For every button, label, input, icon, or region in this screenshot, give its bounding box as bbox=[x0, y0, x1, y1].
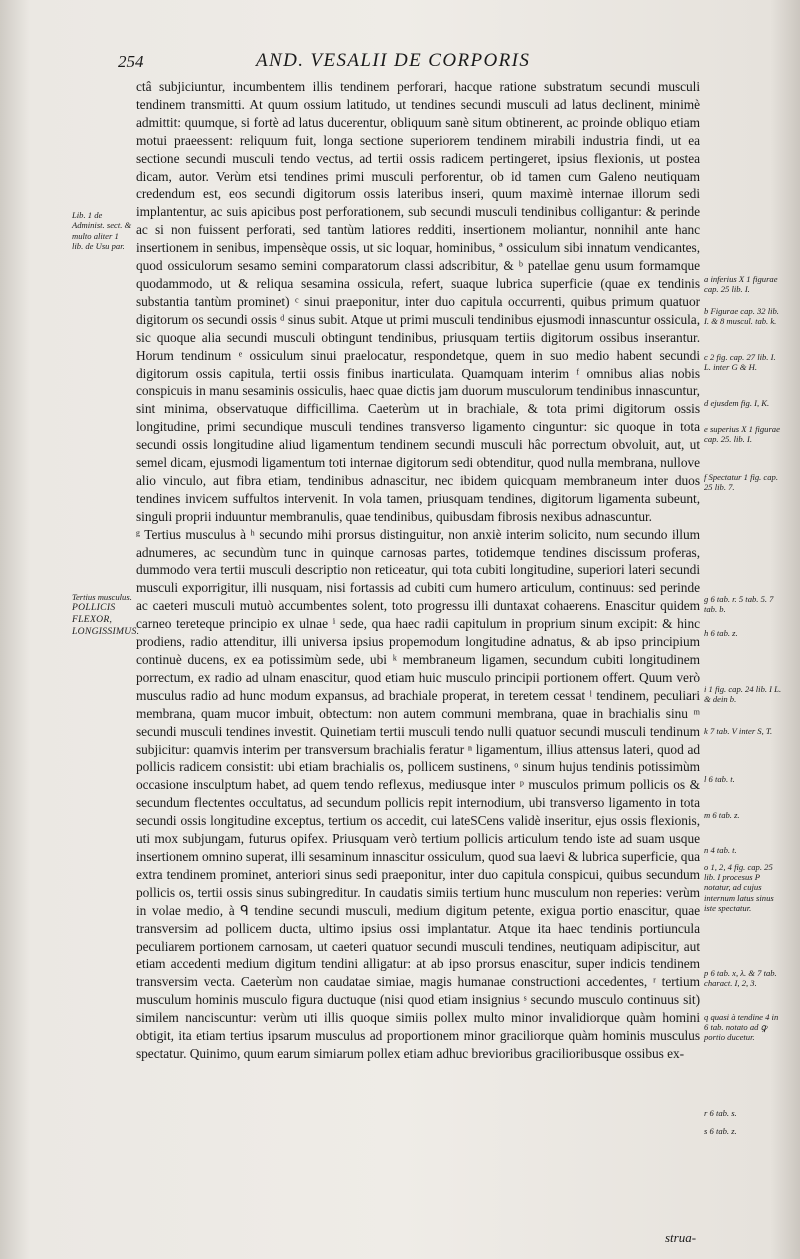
left-margin-note-reference bbox=[72, 210, 132, 252]
left-margin-note-section bbox=[72, 592, 140, 638]
running-head: AND. VESALII DE CORPORIS bbox=[256, 50, 531, 71]
right-note: i 1 fig. cap. 24 lib. I L. & dein b. bbox=[704, 684, 782, 705]
right-note: d ejusdem fig. I, K. bbox=[704, 398, 770, 408]
right-note: n 4 tab. t. bbox=[704, 845, 737, 855]
right-note: c 2 fig. cap. 27 lib. I. L. inter G & H. bbox=[704, 352, 776, 373]
paragraph-2: ᵍ Tertius musculus à ʰ secundo mihi prorsus distinguitur, non anxiè interim solicito, num secundo illum adnumeres, ac secundùm tunc in quinque carnosas partes, totidemque tendines discissum proferas, dummodo vera tertii musculi descriptio non reticeatur, qui tota cubiti longitudine, superiori lateri secundi musculi exporrigitur, illi nusquam, nisi fortassis ad cubiti cum humero articulum, continuus: sed perinde ac caeteri musculi mutuò accumbentes solent, toto progressu illi duntaxat cohaerens. Enascitur quidem carneo tereteque principio ex ulnae ⁱ sede, qua haec radii capitulum in proprium sinum excipit: & hinc prodiens, radio attenditur, illi universa ipsius propemodum longitudine adnatus, & ab ipso principium continuè ducens, ex ea potissimùm sede, ubi ᵏ membraneum ligamen, secundum cubiti longitudinem porrectum, ex radio ad ulnam enascitur, quod etiam huic musculo principii portionem offert. Quum verò musculus radio ad hunc modum expansus, ad brachiale properat, in teretem cessat ˡ tendinem, peculiari membrana, quam mucor imbuit, obtectum: non autem communi membrana, quae in brachialis sinu ᵐ secundi musculi tendines investit. Quinetiam tertii musculi tendo nulli quatuor secundi musculi tendinum subjicitur: quamvis interim per transversum brachialis feratur ⁿ ligamentum, illius attensus lateri, quod ad pollicis radicem consistit: ubi etiam brachialis os, pollicem sustinens, ᵒ sinum hujus tendinis potissimùm occasione insculptum habet, ad quem tendo reflexus, mediusque inter ᵖ musculos primum pollicis os & secundum flectentes occultatus, ad secundum pollicis repit internodium, ubi transverso ligamento in tota secundi ossis longitudine exceptus, tertium os accedit, cui lateSCens validè inseritur, ejus ossis flexionis, uti mox subjungam, futurus opifex. Priusquam verò tertium pollicis articulum tendo iste ad suam usque insertionem omnino superat, illi sesaminum innascitur ossiculum, quod sua laevi & lubrica superficie, qua extra tendinem prominet, anteriori sinus sedi praeponitur, inter duo capitula conspicui, quibus secundum pollicis os, tertii ossis sinus subingreditur. In caudatis simiis tertium hunc musculum non reperies: verùm in volae medio, à ᑫ tendine secundi musculi, medium digitum petente, exigua portio enascitur, quae transversim ad pollicem ducta, ultimo ipsius ossi implantatur. Atque ita haec tendinis portiuncula peculiarem portionem carnosam, ut caeteri quatuor secundi musculi tendines, neutiquam adipiscitur, aut etiam accedenti medium digitum tendini alligatur: at ab ipso prorsus enascitur, super indicis tendinem transversim vecta. Caeterùm non caudatae simiae, magis humanae constructioni accedentes, ʳ tertium musculum hominis musculo figura ductuque (nisi quod etiam insignius ˢ secundo musculo continuus sit) similem nanciscuntur: verùm uti illis quoque simiis pollex multo minor invalidiorque quàm homini obtigit, ita etiam tertius ipsarum musculus ad proportionem minor graciliorque quàm hominis musculus spectatur. Quinimo, quum earum simiarum pollex etiam adhuc brevioribus gracilioribusque ossibus ex- bbox=[136, 526, 700, 1061]
right-note: p 6 tab. x, λ. & 7 tab. charact. I, 2, 3. bbox=[704, 968, 777, 989]
left-note-text: Lib. 1 de Administ. sect. & multo aliter 1 lib. de Usu par. bbox=[72, 210, 132, 252]
left-note-title: Tertius musculus. bbox=[72, 592, 132, 602]
paragraph-1: ctâ subjiciuntur, incumbentem illis tendinem perforari, hacque ratione substratum secundi musculi tendinem transmitti. At quum ossium latitudo, ut tendines secundi musculi ad latus declinent, minimè admittit: quumque, si fortè ad latus ducerentur, obliquum sanè situm obtinerent, ac proinde obliquo etiam motui praeessent: reliquum fuit, longa sectione superiorem tendinem mirabili industria findi, ut ea sectione secundi musculi tendo vectus, ad tertii ossis radicem pertingeret, ipsius flexionis, ut postea dicam, autor. Verùm etsi tendines primi musculi perforentur, ob id tamen cum Galeno neutiquam credendum est, eos secundi digitorum ossis lateribus inseri, quum maximè internae illorum sedi implantentur, ac suis apicibus post perforationem, sub secundi musculi tendinibus colligantur: & perinde ac si non fuissent perforati, sed tantùm latiores redditi, insertionem moliantur, nonnihil ante hanc insertionem in senibus, impensèque ossis, ut sic loquar, hominibus, ª ossiculum sibi innatum vendicantes, quod ossiculorum sesamo semini comparatorum classi adscribitur, & ᵇ patellae genu usum formamque quodammodo, ut & reliqua sesamina ossicula, refert, suaque lubrica superficie (quae ex tendinis substantia tantùm prominet) ᶜ sinui praeponitur, inter duo capitula occurrenti, quibus primum quatuor digitorum os secundi ossis ᵈ sinus subit. Atque ut primi musculi tendinibus ejusmodi innascuntur ossicula, sic quoque alia secundi musculi obtingunt tendinibus, priusquam tertiis digitorum ossibus inserantur. Horum tendinum ᵉ ossiculum sinui praelocatur, respondetque, quem in suo medio habent secundi digitorum ossis capitula, tertii ossis finibus inarticulata. Quamquam interim ᶠ omnibus alias nobis conspicuis in manu sesaminis ossiculis, haec quae dictis jam duorum musculorum tendinibus innascuntur, sint minima, observatuque difficillima. Caeterùm ut in brachiale, & tota primi digitorum ossis longitudine, primi secundique musculi tendines transverso ligamento cinguntur: sic quoque in tota secundi ossis longitudine aliud ligamentum tendinem secundi musculi hâc porrectum obvoluit, aut, ut semel dicam, ejusmodi ligamentum toti internae digitorum sedi obtenditur, quod nulla membrana, nullove alio vinculo, aut fibra etiam, tendinibus adnascitur, nec ibidem quicquam membraneum inter duos tendines invicem suffultos intervenit. In vola tamen, priusquam tendines, digitorum ligamenta subeunt, singuli proprii induuntur membranulis, quae tendinibus, quibusdam fibrosis nexibus adnascuntur. bbox=[136, 79, 700, 524]
right-note: l 6 tab. t. bbox=[704, 774, 735, 784]
right-note: b Figurae cap. 32 lib. I. & 8 muscul. tab. k. bbox=[704, 306, 779, 327]
page-number: 254 bbox=[118, 52, 144, 71]
right-note: o 1, 2, 4 fig. cap. 25 lib. I procesus P notatur, ad cujus internum latus sinus iste spectatur. bbox=[704, 862, 774, 913]
catchword: strua- bbox=[665, 1230, 697, 1245]
right-note: m 6 tab. z. bbox=[704, 810, 740, 820]
right-note: g 6 tab. r. 5 tab. 5. 7 tab. b. bbox=[704, 594, 774, 615]
right-note: q quasi à tendine 4 in 6 tab. notato ad ꝙ portio ducetur. bbox=[704, 1012, 779, 1043]
left-note-muscle-name: POLLICIS FLEXOR, LONGISSIMUS. bbox=[72, 602, 140, 638]
right-note: r 6 tab. s. bbox=[704, 1108, 737, 1118]
right-note: f Spectatur 1 fig. cap. 25 lib. 7. bbox=[704, 472, 778, 493]
right-note: s 6 tab. z. bbox=[704, 1126, 737, 1136]
right-note: k 7 tab. V inter S, T. bbox=[704, 726, 773, 736]
right-note: h 6 tab. z. bbox=[704, 628, 738, 638]
right-note: a inferius X 1 figurae cap. 25 lib. I. bbox=[704, 274, 778, 295]
page-header bbox=[118, 52, 718, 78]
right-note: e superius X 1 figurae cap. 25. lib. I. bbox=[704, 424, 780, 445]
main-text-column bbox=[136, 78, 700, 1063]
